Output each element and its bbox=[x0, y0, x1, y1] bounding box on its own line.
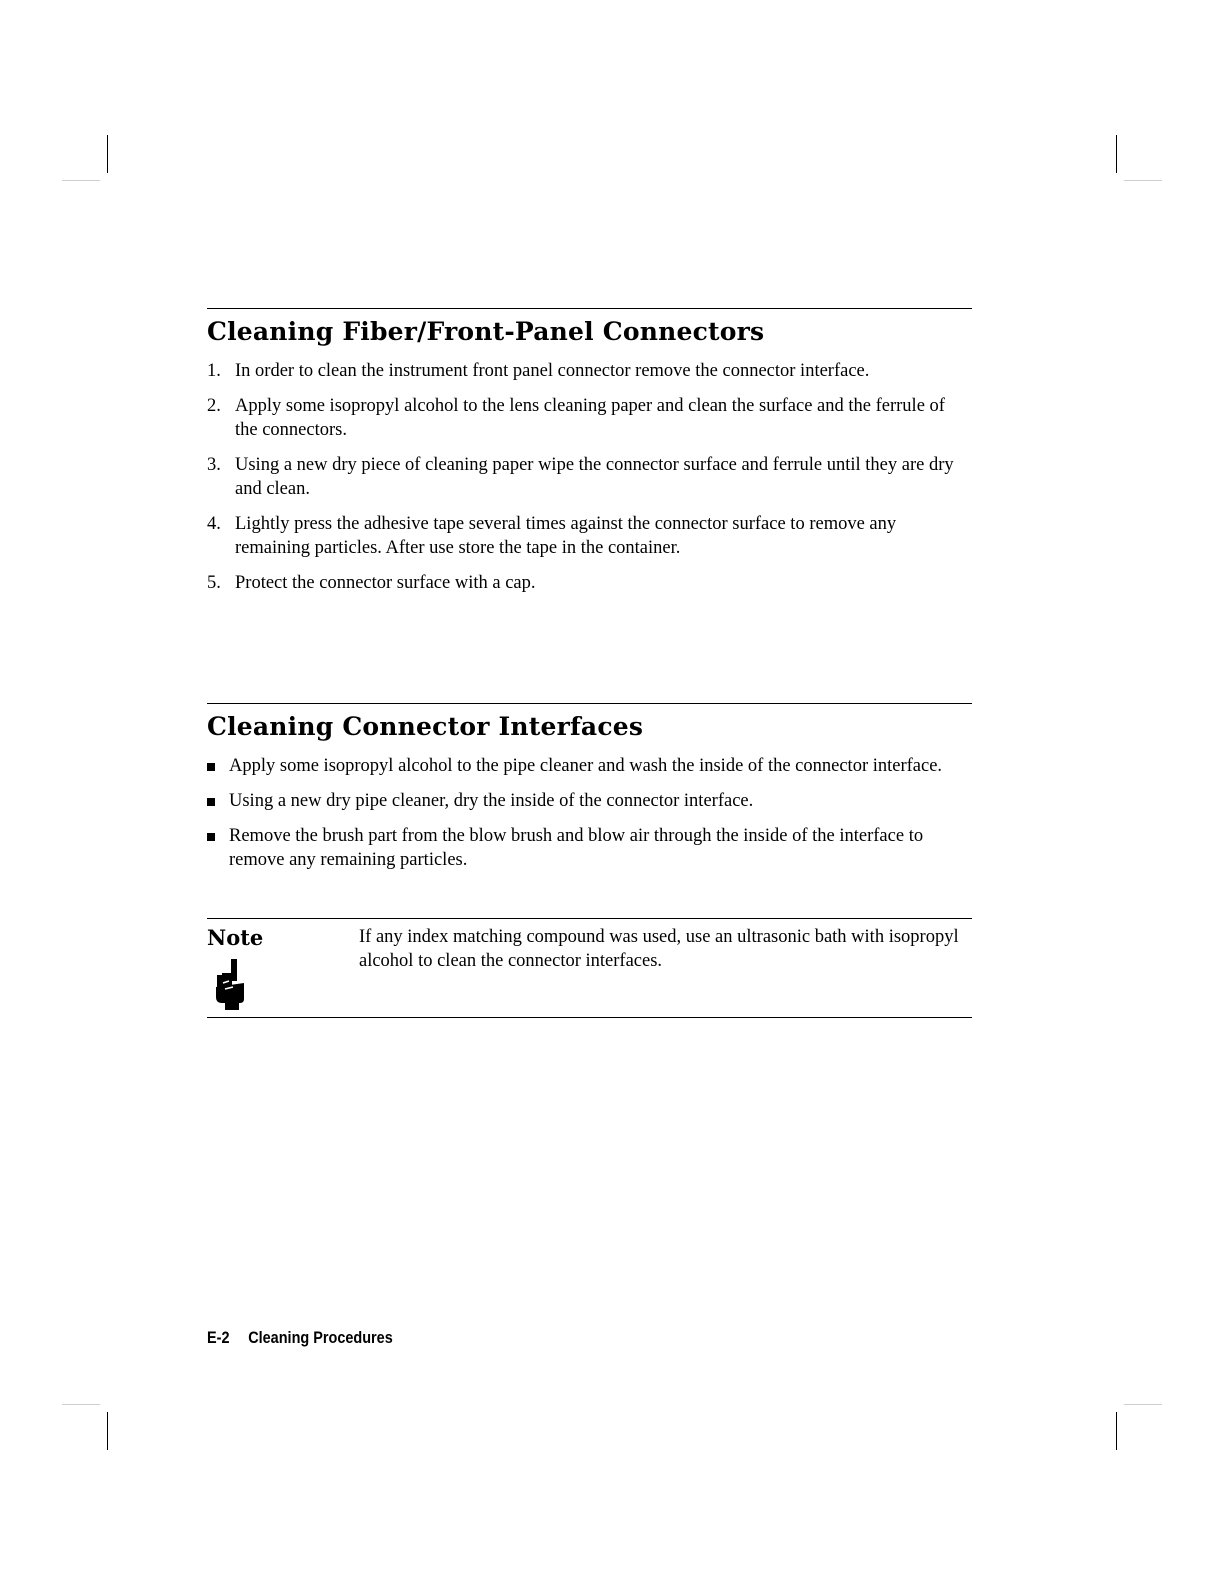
bullet-text: Apply some isopropyl alcohol to the pipe cleaner and wash the inside of the connector interface. bbox=[229, 756, 943, 776]
section-connector-interfaces bbox=[207, 703, 972, 883]
bullet-list bbox=[207, 754, 972, 872]
crop-mark bbox=[62, 1404, 100, 1405]
list-item bbox=[207, 512, 972, 560]
crop-mark bbox=[62, 180, 100, 181]
chapter-title: Cleaning Procedures bbox=[248, 1328, 393, 1347]
bullet-square-icon bbox=[207, 833, 215, 841]
step-number: 3. bbox=[207, 455, 221, 475]
bullet-square-icon bbox=[207, 798, 215, 806]
list-item bbox=[207, 394, 972, 442]
step-text: Protect the connector surface with a cap. bbox=[235, 573, 536, 593]
crop-mark bbox=[107, 135, 108, 173]
note-label: Note bbox=[207, 925, 264, 950]
section-rule bbox=[207, 703, 972, 704]
section-title: Cleaning Connector Interfaces bbox=[207, 712, 644, 741]
section-title: Cleaning Fiber/Front-Panel Connectors bbox=[207, 317, 765, 346]
step-text: Apply some isopropyl alcohol to the lens cleaning paper and clean the surface and the ferrule of the connectors. bbox=[235, 396, 945, 440]
step-number: 5. bbox=[207, 573, 221, 593]
section-rule bbox=[207, 308, 972, 309]
step-number: 1. bbox=[207, 361, 221, 381]
list-item bbox=[207, 789, 972, 813]
step-number: 2. bbox=[207, 396, 221, 416]
page-number: E-2 bbox=[207, 1328, 230, 1347]
list-item bbox=[207, 824, 972, 872]
note-text: If any index matching compound was used, use an ultrasonic bath with isopropyl alcohol to clean the connector interfaces. bbox=[359, 927, 959, 971]
step-text: Lightly press the adhesive tape several times against the connector surface to remove any remaining particles. After use store the tape in the container. bbox=[235, 514, 897, 558]
steps-list bbox=[207, 359, 972, 595]
step-text: Using a new dry piece of cleaning paper wipe the connector surface and ferrule until they are dry and clean. bbox=[235, 455, 954, 499]
pointing-hand-icon bbox=[213, 959, 247, 1011]
crop-mark bbox=[1116, 135, 1117, 173]
section-front-panel bbox=[207, 308, 972, 606]
crop-mark bbox=[107, 1412, 108, 1450]
bullet-square-icon bbox=[207, 763, 215, 771]
page-footer bbox=[207, 1328, 393, 1348]
bullet-text: Remove the brush part from the blow brush and blow air through the inside of the interface to remove any remaining particles. bbox=[229, 826, 924, 870]
list-item bbox=[207, 571, 972, 595]
list-item bbox=[207, 453, 972, 501]
crop-mark bbox=[1116, 1412, 1117, 1450]
note-box bbox=[207, 918, 972, 1018]
step-text: In order to clean the instrument front panel connector remove the connector interface. bbox=[235, 361, 870, 381]
step-number: 4. bbox=[207, 514, 221, 534]
list-item bbox=[207, 359, 972, 383]
list-item bbox=[207, 754, 972, 778]
crop-mark bbox=[1124, 180, 1162, 181]
bullet-text: Using a new dry pipe cleaner, dry the inside of the connector interface. bbox=[229, 791, 754, 811]
crop-mark bbox=[1124, 1404, 1162, 1405]
